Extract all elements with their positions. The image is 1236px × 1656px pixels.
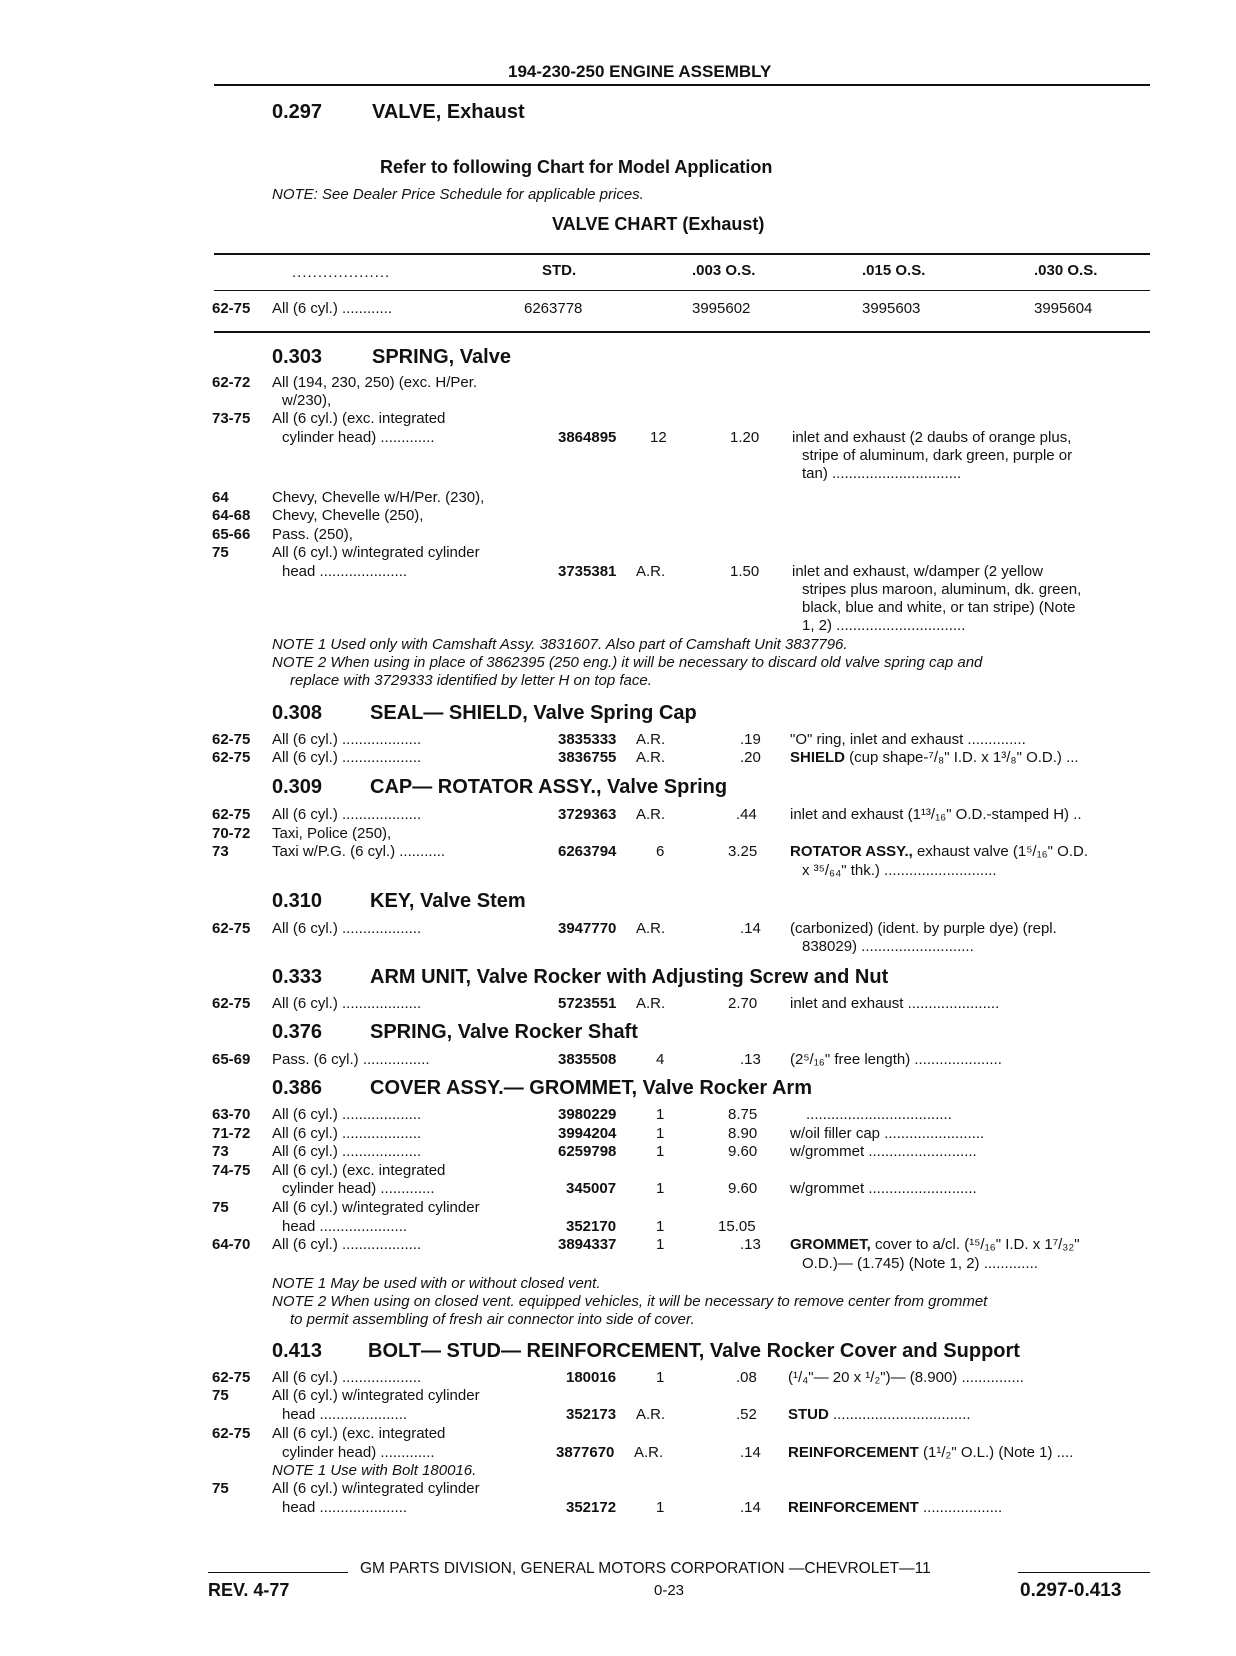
footer-rule-left	[208, 1572, 348, 1573]
price: .19	[740, 731, 761, 748]
application: Taxi, Police (250),	[272, 825, 392, 842]
section-number: 0.310	[272, 890, 323, 912]
quantity: 4	[656, 1051, 665, 1068]
remarks-text: .................................	[828, 1406, 971, 1423]
application: All (6 cyl.) (exc. integrated	[272, 1425, 446, 1442]
section-title: SPRING, Valve Rocker Shaft	[370, 1021, 638, 1043]
remarks: x ³⁵/₆₄" thk.) ...........................	[802, 862, 997, 879]
price: .13	[740, 1236, 761, 1253]
years: 64-68	[212, 507, 251, 524]
price: 8.90	[728, 1125, 758, 1142]
refer-line: Refer to following Chart for Model Application	[380, 157, 773, 177]
price: 15.05	[718, 1218, 756, 1235]
part-number: 3735381	[558, 563, 617, 580]
chart-header-rule	[214, 290, 1150, 291]
remarks-bold: STUD	[788, 1406, 829, 1423]
note: to permit assembling of fresh air connector into side of cover.	[290, 1311, 695, 1328]
remarks	[790, 749, 1079, 767]
section-title: COVER ASSY.— GROMMET, Valve Rocker Arm	[370, 1077, 812, 1099]
remarks-bold: GROMMET,	[790, 1236, 871, 1253]
quantity: 1	[656, 1180, 665, 1197]
application: Chevy, Chevelle (250),	[272, 507, 424, 524]
quantity: A.R.	[636, 995, 666, 1012]
years: 62-75	[212, 995, 251, 1012]
part-number: 3994204	[558, 1125, 617, 1142]
price: .08	[736, 1369, 757, 1386]
chart-header-std: STD.	[542, 262, 577, 279]
remarks: (carbonized) (ident. by purple dye) (repl.	[790, 920, 1057, 937]
quantity: 1	[656, 1236, 665, 1253]
application: Pass. (6 cyl.) ................	[272, 1051, 430, 1068]
chart-header-dots: ...................	[292, 264, 391, 281]
quantity: 1	[656, 1369, 665, 1386]
price: .13	[740, 1051, 761, 1068]
remarks	[790, 1236, 1080, 1254]
quantity: 1	[656, 1143, 665, 1160]
remarks: (2⁵/₁₆" free length) .....................	[790, 1051, 1002, 1068]
years: 73	[212, 1143, 229, 1160]
application: All (6 cyl.) w/integrated cylinder	[272, 1387, 480, 1404]
part-number: 352170	[566, 1218, 617, 1235]
price: .20	[740, 749, 761, 766]
remarks-text: exhaust valve (1⁵/₁₆" O.D.	[912, 843, 1089, 860]
remarks: (¹/₄"— 20 x ¹/₂")— (8.900) ...............	[788, 1369, 1024, 1386]
quantity: 12	[650, 429, 667, 446]
price: .52	[736, 1406, 757, 1423]
price: 9.60	[728, 1180, 758, 1197]
application: Chevy, Chevelle w/H/Per. (230),	[272, 489, 485, 506]
remarks: stripes plus maroon, aluminum, dk. green,	[802, 581, 1082, 598]
price: 1.50	[730, 563, 760, 580]
section-number: 0.333	[272, 966, 323, 988]
quantity: A.R.	[634, 1444, 664, 1461]
application: All (6 cyl.) ...................	[272, 920, 422, 937]
part-number: 352173	[566, 1406, 617, 1423]
quantity: 6	[656, 843, 665, 860]
remarks-bold: REINFORCEMENT	[788, 1444, 919, 1461]
part-number: 6259798	[558, 1143, 617, 1160]
application: All (6 cyl.) ...................	[272, 731, 422, 748]
years: 65-66	[212, 526, 251, 543]
footer-page: 0-23	[654, 1582, 685, 1599]
section-number: 0.308	[272, 702, 323, 724]
application: All (6 cyl.) w/integrated cylinder	[272, 1480, 480, 1497]
part-number: 345007	[566, 1180, 617, 1197]
chart-top-rule	[214, 253, 1150, 255]
chart-bottom-rule	[214, 331, 1150, 333]
note: NOTE 2 When using in place of 3862395 (250 eng.) it will be necessary to discard old valve spring cap and	[272, 654, 983, 671]
quantity: 1	[656, 1499, 665, 1516]
section-number: 0.413	[272, 1340, 323, 1362]
application: All (6 cyl.) ...................	[272, 1125, 422, 1142]
part-number: 3836755	[558, 749, 617, 766]
part-number: 3729363	[558, 806, 617, 823]
header-rule	[214, 84, 1150, 86]
remarks-text: (1¹/₂" O.L.) (Note 1) ....	[918, 1444, 1074, 1461]
remarks: w/oil filler cap ........................	[790, 1125, 985, 1142]
years: 62-75	[212, 1369, 251, 1386]
application: All (6 cyl.) w/integrated cylinder	[272, 1199, 480, 1216]
application: All (6 cyl.) ...................	[272, 1143, 422, 1160]
remarks-text: cover to a/cl. (¹⁵/₁₆" I.D. x 1⁷/₃₂"	[870, 1236, 1080, 1253]
years: 73-75	[212, 410, 251, 427]
years: 62-75	[212, 749, 251, 766]
chart-row-015: 3995603	[862, 300, 921, 317]
years: 70-72	[212, 825, 251, 842]
remarks: inlet and exhaust (1¹³/₁₆" O.D.-stamped H) ..	[790, 806, 1082, 823]
quantity: 1	[656, 1125, 665, 1142]
years: 63-70	[212, 1106, 251, 1123]
section-number: 0.376	[272, 1021, 323, 1043]
remarks: w/grommet ..........................	[790, 1180, 977, 1197]
remarks-bold: ROTATOR ASSY.,	[790, 843, 913, 860]
price: 8.75	[728, 1106, 758, 1123]
page-title: 194-230-250 ENGINE ASSEMBLY	[508, 62, 772, 81]
quantity: 1	[656, 1218, 665, 1235]
section-title: SPRING, Valve	[372, 346, 511, 368]
years: 75	[212, 1387, 229, 1404]
footer-rule-right	[1018, 1572, 1150, 1573]
application: All (6 cyl.) ...................	[272, 1236, 422, 1253]
chart-header-015: .015 O.S.	[862, 262, 926, 279]
remarks: ...................................	[806, 1106, 952, 1123]
footer-org: GM PARTS DIVISION, GENERAL MOTORS CORPORATION —CHEVROLET—11	[360, 1560, 931, 1577]
footer-rev: REV. 4-77	[208, 1580, 290, 1600]
chart-row-003: 3995602	[692, 300, 751, 317]
application: All (6 cyl.) ...................	[272, 749, 422, 766]
remarks-bold: REINFORCEMENT	[788, 1499, 919, 1516]
application: head .....................	[282, 1218, 408, 1235]
quantity: A.R.	[636, 563, 666, 580]
years: 62-75	[212, 806, 251, 823]
application: All (6 cyl.) ...................	[272, 1369, 422, 1386]
note: NOTE 1 Used only with Camshaft Assy. 3831607. Also part of Camshaft Unit 3837796.	[272, 636, 848, 653]
remarks: inlet and exhaust (2 daubs of orange plus,	[792, 429, 1072, 446]
application: All (194, 230, 250) (exc. H/Per.	[272, 374, 478, 391]
years: 62-75	[212, 1425, 251, 1442]
section-number: 0.309	[272, 776, 323, 798]
years: 62-72	[212, 374, 251, 391]
application: All (6 cyl.) (exc. integrated	[272, 1162, 446, 1179]
remarks-text: (cup shape-⁷/₈" I.D. x 1³/₈" O.D.) ...	[845, 749, 1079, 766]
section-title: BOLT— STUD— REINFORCEMENT, Valve Rocker Cover and Support	[368, 1340, 1020, 1362]
years: 71-72	[212, 1125, 251, 1142]
application: head .....................	[282, 1499, 408, 1516]
part-number: 6263794	[558, 843, 617, 860]
remarks: tan) ...............................	[802, 465, 962, 482]
note: NOTE 1 Use with Bolt 180016.	[272, 1462, 477, 1479]
quantity: A.R.	[636, 731, 666, 748]
years: 62-75	[212, 920, 251, 937]
remarks: "O" ring, inlet and exhaust ..............	[790, 731, 1026, 748]
remarks: inlet and exhaust, w/damper (2 yellow	[792, 563, 1043, 580]
section-title: SEAL— SHIELD, Valve Spring Cap	[370, 702, 697, 724]
application: head .....................	[282, 563, 408, 580]
note: NOTE 2 When using on closed vent. equipped vehicles, it will be necessary to remove center from grommet	[272, 1293, 988, 1310]
application: All (6 cyl.) ...................	[272, 995, 422, 1012]
application: cylinder head) .............	[282, 1180, 435, 1197]
part-number: 352172	[566, 1499, 617, 1516]
section-number: 0.386	[272, 1077, 323, 1099]
part-number: 3864895	[558, 429, 617, 446]
remarks: 1, 2) ...............................	[802, 617, 966, 634]
quantity: 1	[656, 1106, 665, 1123]
remarks	[788, 1406, 971, 1424]
years: 62-75	[212, 731, 251, 748]
years: 75	[212, 1199, 229, 1216]
part-number: 3835508	[558, 1051, 617, 1068]
remarks	[790, 843, 1088, 861]
note-prices: NOTE: See Dealer Price Schedule for applicable prices.	[272, 186, 644, 203]
section-title: ARM UNIT, Valve Rocker with Adjusting Screw and Nut	[370, 966, 889, 988]
part-number: 180016	[566, 1369, 617, 1386]
application: All (6 cyl.) ...................	[272, 1106, 422, 1123]
application: cylinder head) .............	[282, 429, 435, 446]
quantity: A.R.	[636, 920, 666, 937]
quantity: A.R.	[636, 806, 666, 823]
price: .14	[740, 920, 761, 937]
part-number: 3980229	[558, 1106, 617, 1123]
years: 65-69	[212, 1051, 251, 1068]
application: cylinder head) .............	[282, 1444, 435, 1461]
remarks: black, blue and white, or tan stripe) (Note	[802, 599, 1076, 616]
price: .14	[740, 1444, 761, 1461]
part-number: 5723551	[558, 995, 617, 1012]
years: 74-75	[212, 1162, 251, 1179]
chart-row-std: 6263778	[524, 300, 583, 317]
application: All (6 cyl.) w/integrated cylinder	[272, 544, 480, 561]
section-number: 0.297	[272, 101, 323, 123]
years: 75	[212, 544, 229, 561]
application: All (6 cyl.) (exc. integrated	[272, 410, 446, 427]
remarks: stripe of aluminum, dark green, purple or	[802, 447, 1073, 464]
price: 9.60	[728, 1143, 758, 1160]
part-number: 3835333	[558, 731, 617, 748]
section-title: CAP— ROTATOR ASSY., Valve Spring	[370, 776, 728, 798]
price: .14	[740, 1499, 761, 1516]
remarks: inlet and exhaust ......................	[790, 995, 1000, 1012]
years: 73	[212, 843, 229, 860]
part-number: 3894337	[558, 1236, 617, 1253]
application: Taxi w/P.G. (6 cyl.) ...........	[272, 843, 446, 860]
remarks: O.D.)— (1.745) (Note 1, 2) .............	[802, 1255, 1038, 1272]
price: .44	[736, 806, 757, 823]
chart-title: VALVE CHART (Exhaust)	[552, 214, 765, 234]
remarks	[788, 1499, 1002, 1517]
quantity: A.R.	[636, 749, 666, 766]
years: 75	[212, 1480, 229, 1497]
quantity: A.R.	[636, 1406, 666, 1423]
application: w/230),	[282, 392, 332, 409]
part-number: 3877670	[556, 1444, 615, 1461]
chart-row-desc: All (6 cyl.) ............	[272, 300, 393, 317]
application: All (6 cyl.) ...................	[272, 806, 422, 823]
years: 64-70	[212, 1236, 251, 1253]
chart-row-030: 3995604	[1034, 300, 1093, 317]
price: 1.20	[730, 429, 760, 446]
remarks: w/grommet ..........................	[790, 1143, 977, 1160]
remarks-bold: SHIELD	[790, 749, 846, 766]
application: Pass. (250),	[272, 526, 353, 543]
note: replace with 3729333 identified by letter H on top face.	[290, 672, 652, 689]
chart-header-030: .030 O.S.	[1034, 262, 1098, 279]
part-number: 3947770	[558, 920, 617, 937]
section-title: VALVE, Exhaust	[372, 101, 525, 123]
price: 2.70	[728, 995, 758, 1012]
price: 3.25	[728, 843, 758, 860]
section-number: 0.303	[272, 346, 323, 368]
remarks: 838029) ...........................	[802, 938, 974, 955]
note: NOTE 1 May be used with or without closed vent.	[272, 1275, 601, 1292]
application: head .....................	[282, 1406, 408, 1423]
remarks-text: ...................	[918, 1499, 1003, 1516]
section-title: KEY, Valve Stem	[370, 890, 526, 912]
chart-row-years: 62-75	[212, 300, 251, 317]
chart-header-003: .003 O.S.	[692, 262, 756, 279]
years: 64	[212, 489, 229, 506]
remarks	[788, 1444, 1073, 1462]
footer-range: 0.297-0.413	[1020, 1580, 1122, 1601]
